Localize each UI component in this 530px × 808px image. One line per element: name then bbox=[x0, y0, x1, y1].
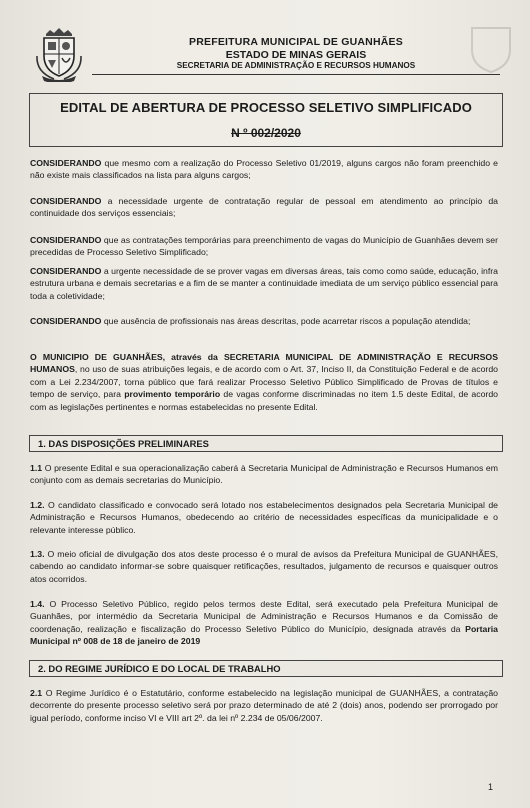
considerando-1: CONSIDERANDO que mesmo com a realização do Processo Seletivo 01/2019, alguns cargos não foram preenchido e não existe mais classificados na lista para alguns cargos; bbox=[30, 158, 498, 181]
item-1-1: 1.1 O presente Edital e sua operacionalização caberá à Secretaria Municipal de Administração e Recursos Humanos em conjunto com as demais secretarias do Município. bbox=[30, 463, 498, 486]
item-2-1: 2.1 O Regime Jurídico é o Estatutário, conforme estabelecido na legislação municipal de GUANHÃES, a contratação decorrente do presente processo seletivo será por prazo determinado de até 2 (dois) anos, podendo ser prorrogado por igual período, conforme inciso VI e VIII art 2º. da lei nº 2.234 de 05/06/2007. bbox=[30, 688, 498, 723]
item-1-2: 1.2. O candidato classificado e convocado será lotado nos estabelecimentos designados pela Secretaria Municipal de Administração e Recursos Humanos, obedecendo ao critério de necessidades específicas da municipalidade e o relevante interesse público. bbox=[30, 500, 498, 535]
page-number: 1 bbox=[488, 782, 494, 792]
edital-title-box bbox=[29, 93, 503, 147]
edital-number: N º 002/2020 bbox=[231, 126, 301, 140]
section-2-heading: 2. DO REGIME JURÍDICO E DO LOCAL DE TRABALHO bbox=[29, 660, 503, 677]
considerando-5: CONSIDERANDO que ausência de profissionais nas áreas descritas, pode acarretar riscos a população atendida; bbox=[30, 316, 471, 326]
item-1-3: 1.3. O meio oficial de divulgação dos atos deste processo é o mural de avisos da Prefeitura Municipal de GUANHÃES, cabendo ao candidato informar-se sobre quaisquer retificações, resultados, julgamento de recursos e quaisquer outros atos ocorridos. bbox=[30, 549, 498, 584]
faded-stamp-icon bbox=[468, 22, 514, 74]
header-municipality: PREFEITURA MUNICIPAL DE GUANHÃES bbox=[189, 36, 403, 48]
item-1-4: 1.4. O Processo Seletivo Público, regido pelos termos deste Edital, será executado pela Prefeitura Municipal de Guanhães, por intermédio da Secretaria Municipal de Administração e Recursos Humanos e da Comissão de coordenação, realização e fiscalização do Processo Seletivo Público do Município, designada através da Portaria Municipal nº 008 de 18 de janeiro de 2019 bbox=[30, 599, 498, 647]
header-divider bbox=[92, 74, 500, 75]
considerando-3: CONSIDERANDO que as contratações temporárias para preenchimento de vagas do Município de Guanhães devem ser precedidas de Processo Seletivo Simplificado; bbox=[30, 235, 498, 258]
edital-title: EDITAL DE ABERTURA DE PROCESSO SELETIVO SIMPLIFICADO bbox=[60, 100, 472, 115]
section-1-heading: 1. DAS DISPOSIÇÕES PRELIMINARES bbox=[29, 435, 503, 452]
considerando-4: CONSIDERANDO a urgente necessidade de se prover vagas em diversas áreas, tais como como saúde, educação, infra estrutura urbana e demais secretarias e a fim de se manter a continuidade imediata de um serviço público essencial para toda a coletividade; bbox=[30, 266, 498, 301]
header-secretariat: SECRETARIA DE ADMINISTRAÇÃO E RECURSOS HUMANOS bbox=[176, 61, 416, 70]
municipal-coat-of-arms-icon bbox=[34, 26, 84, 82]
considerando-2: CONSIDERANDO a necessidade urgente de contratação regular de pessoal em atendimento ao princípio da continuidade dos serviços essenciais; bbox=[30, 196, 498, 219]
preamble-paragraph: O MUNICIPIO DE GUANHÃES, através da SECRETARIA MUNICIPAL DE ADMINISTRAÇÃO E RECURSOS HUMANOS, no uso de suas atribuições legais, e de acordo com o Art. 37, Inciso II, da Constituição Federal e de acordo com a Lei 2.234/2007, torna público que fará realizar Processo Seletivo Público Simplificado de Provas de títulos e tempo de serviço, para provimento temporário de vagas conforme discriminadas no item 1.5 deste Edital, de acordo com as legislações pertinentes e normas estabelecidas no presente Edital. bbox=[30, 352, 498, 412]
header-state: ESTADO DE MINAS GERAIS bbox=[225, 49, 367, 61]
